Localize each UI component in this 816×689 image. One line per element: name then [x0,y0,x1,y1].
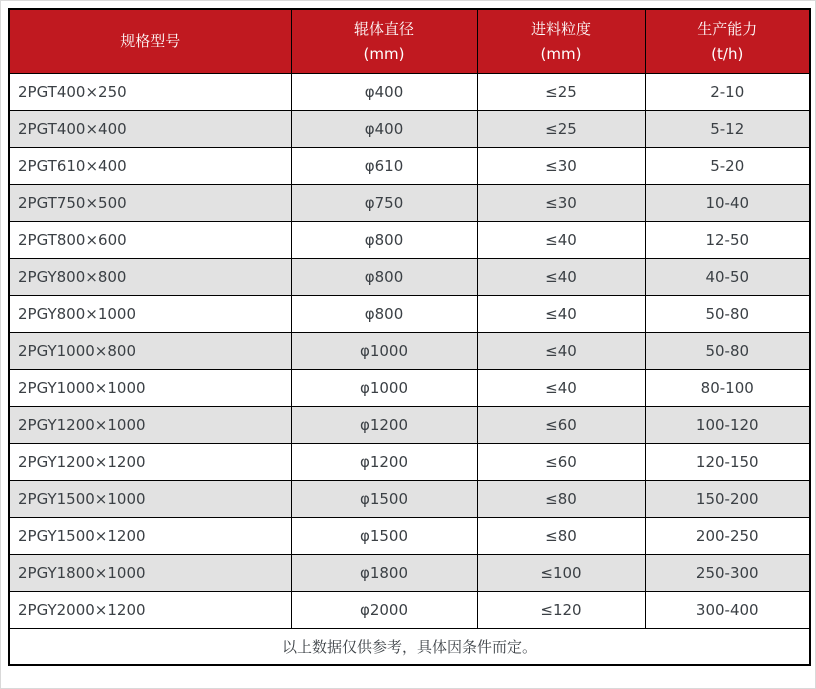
cell-model: 2PGT400×250 [9,73,291,110]
cell-diameter: φ1200 [291,443,477,480]
cell-diameter: φ1500 [291,480,477,517]
table-row [9,480,810,517]
cell-feed-size: ≤25 [477,110,645,147]
table-row [9,443,810,480]
header-row [9,9,810,73]
cell-capacity: 120-150 [645,443,810,480]
cell-model: 2PGY800×800 [9,258,291,295]
cell-diameter: φ1000 [291,369,477,406]
cell-feed-size: ≤40 [477,369,645,406]
cell-model: 2PGY1000×800 [9,332,291,369]
cell-feed-size: ≤40 [477,221,645,258]
cell-feed-size: ≤40 [477,295,645,332]
table-row [9,110,810,147]
col-header-feed-size-unit: (mm) [540,45,582,64]
cell-feed-size: ≤40 [477,332,645,369]
cell-model: 2PGY2000×1200 [9,591,291,628]
cell-model: 2PGY1500×1000 [9,480,291,517]
cell-model: 2PGT400×400 [9,110,291,147]
cell-capacity: 300-400 [645,591,810,628]
cell-feed-size: ≤30 [477,147,645,184]
cell-model: 2PGY1000×1000 [9,369,291,406]
table-row [9,406,810,443]
col-header-model [9,9,291,73]
cell-diameter: φ1000 [291,332,477,369]
cell-capacity: 50-80 [645,295,810,332]
cell-capacity: 40-50 [645,258,810,295]
cell-diameter: φ1800 [291,554,477,591]
cell-model: 2PGY1500×1200 [9,517,291,554]
col-header-model-label: 规格型号 [120,32,181,51]
table-body [9,73,810,628]
table-row [9,258,810,295]
cell-capacity: 5-12 [645,110,810,147]
cell-capacity: 5-20 [645,147,810,184]
cell-feed-size: ≤80 [477,517,645,554]
col-header-capacity-label: 生产能力 [697,20,758,39]
table-row [9,332,810,369]
table-row [9,147,810,184]
table-row [9,295,810,332]
cell-model: 2PGY1200×1000 [9,406,291,443]
cell-diameter: φ2000 [291,591,477,628]
cell-diameter: φ800 [291,295,477,332]
col-header-capacity [645,9,810,73]
cell-feed-size: ≤30 [477,184,645,221]
cell-capacity: 80-100 [645,369,810,406]
cell-capacity: 10-40 [645,184,810,221]
spec-table [8,8,811,666]
cell-model: 2PGT610×400 [9,147,291,184]
cell-capacity: 50-80 [645,332,810,369]
col-header-capacity-unit: (t/h) [711,45,744,64]
table-row [9,73,810,110]
table-row [9,591,810,628]
cell-capacity: 2-10 [645,73,810,110]
cell-diameter: φ800 [291,221,477,258]
cell-capacity: 12-50 [645,221,810,258]
cell-diameter: φ1200 [291,406,477,443]
col-header-diameter-label: 辊体直径 [353,20,414,39]
cell-capacity: 200-250 [645,517,810,554]
col-header-diameter [291,9,477,73]
cell-diameter: φ610 [291,147,477,184]
col-header-diameter-unit: (mm) [363,45,405,64]
table-row [9,554,810,591]
cell-capacity: 100-120 [645,406,810,443]
cell-feed-size: ≤60 [477,406,645,443]
cell-diameter: φ750 [291,184,477,221]
cell-model: 2PGT750×500 [9,184,291,221]
cell-model: 2PGT800×600 [9,221,291,258]
cell-model: 2PGY1200×1200 [9,443,291,480]
cell-feed-size: ≤80 [477,480,645,517]
cell-diameter: φ1500 [291,517,477,554]
cell-feed-size: ≤25 [477,73,645,110]
cell-feed-size: ≤100 [477,554,645,591]
col-header-feed-size-label: 进料粒度 [530,20,591,39]
table-row [9,221,810,258]
cell-capacity: 150-200 [645,480,810,517]
cell-diameter: φ400 [291,73,477,110]
cell-model: 2PGY800×1000 [9,295,291,332]
cell-diameter: φ800 [291,258,477,295]
table-row [9,184,810,221]
cell-feed-size: ≤40 [477,258,645,295]
cell-feed-size: ≤60 [477,443,645,480]
cell-feed-size: ≤120 [477,591,645,628]
footer-row [9,628,810,665]
cell-capacity: 250-300 [645,554,810,591]
cell-diameter: φ400 [291,110,477,147]
table-row [9,517,810,554]
col-header-feed-size [477,9,645,73]
table-row [9,369,810,406]
table-footnote: 以上数据仅供参考，具体因条件而定。 [9,628,810,665]
cell-model: 2PGY1800×1000 [9,554,291,591]
